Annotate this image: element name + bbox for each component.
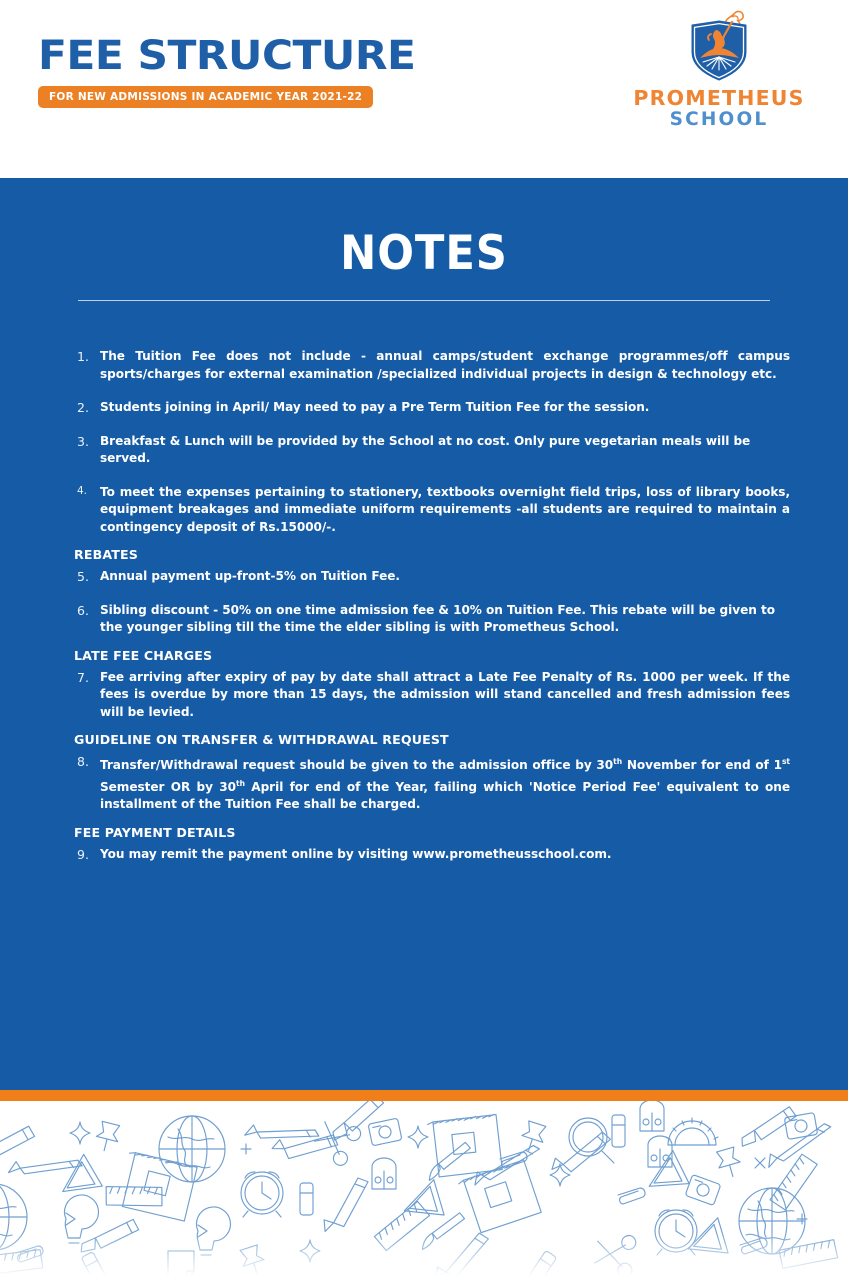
notes-list bbox=[0, 348, 848, 863]
page-footer bbox=[0, 1090, 848, 1280]
school-logo-block bbox=[626, 8, 812, 130]
note-item bbox=[74, 399, 790, 417]
note-item bbox=[74, 433, 790, 468]
stationery-doodles-icon bbox=[0, 1101, 848, 1280]
note-item bbox=[74, 602, 790, 637]
header-title-block bbox=[38, 33, 416, 108]
note-number: 5. bbox=[77, 569, 89, 584]
note-item bbox=[74, 753, 790, 814]
note-number: 3. bbox=[77, 433, 89, 449]
note-text: Fee arriving after expiry of pay by date shall attract a Late Fee Penalty of Rs. 1000 per week. If the fees is overdue by more than 15 days, the admission will stand cancelled and fresh admission fees will be levied. bbox=[100, 669, 790, 719]
spacer bbox=[74, 637, 790, 647]
notes-section-heading: REBATES bbox=[74, 547, 138, 562]
note-text: Sibling discount - 50% on one time admission fee & 10% on Tuition Fee. This rebate will be given to the younger sibling till the time the elder sibling is with Prometheus School. bbox=[100, 602, 775, 634]
note-item bbox=[74, 568, 790, 586]
spacer bbox=[74, 417, 790, 433]
spacer bbox=[74, 814, 790, 824]
brand-name-school: SCHOOL bbox=[669, 108, 769, 130]
academic-year-badge: FOR NEW ADMISSIONS IN ACADEMIC YEAR 2021-22 bbox=[38, 86, 373, 108]
note-number: 7. bbox=[77, 669, 89, 685]
footer-doodle-pattern bbox=[0, 1101, 848, 1280]
note-text: Students joining in April/ May need to pay a Pre Term Tuition Fee for the session. bbox=[100, 400, 650, 414]
note-text: You may remit the payment online by visiting www.prometheusschool.com. bbox=[100, 846, 612, 861]
spacer bbox=[74, 721, 790, 731]
note-number: 2. bbox=[77, 400, 89, 415]
note-number: 8. bbox=[77, 754, 89, 769]
spacer bbox=[74, 468, 790, 484]
note-text: Breakfast & Lunch will be provided by the School at no cost. Only pure vegetarian meals will be served. bbox=[100, 433, 751, 465]
page-header bbox=[0, 0, 848, 178]
spacer bbox=[74, 536, 790, 546]
note-text: To meet the expenses pertaining to stationery, textbooks overnight field trips, loss of library books, equipment breakages and immediate uniform requirements -all students are required to maintain a contingency deposit of Rs.15000/-. bbox=[100, 484, 790, 534]
page-title: FEE STRUCTURE bbox=[38, 33, 416, 79]
note-text: The Tuition Fee does not include - annual camps/student exchange programmes/off campus sports/charges for external examination /specialized individual projects in design & technology etc. bbox=[100, 349, 790, 381]
note-number: 4. bbox=[77, 484, 88, 497]
spacer bbox=[74, 586, 790, 602]
notes-section-heading: FEE PAYMENT DETAILS bbox=[74, 824, 236, 840]
note-item bbox=[74, 484, 790, 537]
note-item bbox=[74, 348, 790, 383]
note-number: 6. bbox=[77, 602, 89, 618]
notes-section-heading: GUIDELINE ON TRANSFER & WITHDRAWAL REQUEST bbox=[74, 732, 449, 747]
note-text: Transfer/Withdrawal request should be given to the admission office by 30th November for end of 1st Semester OR by 30th April for end of the Year, failing which 'Notice Period Fee' equivalent to one installment of the Tuition Fee shall be charged. bbox=[100, 757, 791, 811]
spacer bbox=[74, 383, 790, 399]
notes-section-heading: LATE FEE CHARGES bbox=[74, 647, 213, 663]
notes-divider bbox=[78, 300, 770, 301]
note-number: 1. bbox=[77, 349, 89, 364]
brand-name-prometheus: PROMETHEUS bbox=[633, 86, 805, 110]
note-number: 9. bbox=[77, 846, 89, 862]
note-text: Annual payment up-front-5% on Tuition Fee. bbox=[100, 569, 400, 583]
footer-orange-bar bbox=[0, 1090, 848, 1101]
shield-torch-icon bbox=[682, 8, 756, 84]
shield-torch-logo bbox=[626, 8, 812, 84]
note-item bbox=[74, 846, 790, 864]
notes-panel bbox=[0, 178, 848, 1090]
note-item bbox=[74, 669, 790, 722]
notes-heading: NOTES bbox=[340, 226, 508, 281]
